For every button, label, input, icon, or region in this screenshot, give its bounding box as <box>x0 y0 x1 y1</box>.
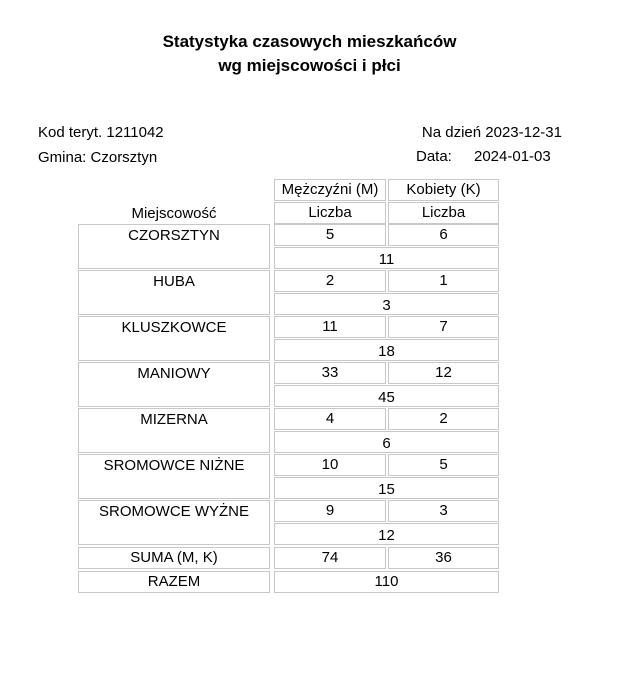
locality-women-count: 1 <box>388 270 499 292</box>
total-label: RAZEM <box>78 571 270 593</box>
locality-men-count: 4 <box>274 408 386 430</box>
sum-women: 36 <box>388 547 499 569</box>
locality-total: 18 <box>274 339 499 361</box>
locality-name: MIZERNA <box>78 408 270 453</box>
locality-name: SROMOWCE NIŻNE <box>78 454 270 499</box>
locality-men-count: 9 <box>274 500 386 522</box>
header-count-men: Liczba <box>274 202 386 224</box>
locality-total: 45 <box>274 385 499 407</box>
locality-women-count: 3 <box>388 500 499 522</box>
locality-name: CZORSZTYN <box>78 224 270 269</box>
sum-label: SUMA (M, K) <box>78 547 270 569</box>
locality-women-count: 12 <box>388 362 499 384</box>
report-title-line1: Statystyka czasowych mieszkańców <box>162 32 457 51</box>
locality-total: 6 <box>274 431 499 453</box>
locality-men-count: 11 <box>274 316 386 338</box>
gmina-name: Gmina: Czorsztyn <box>38 149 158 166</box>
locality-name: HUBA <box>78 270 270 315</box>
locality-name: MANIOWY <box>78 362 270 407</box>
locality-men-count: 5 <box>274 224 386 246</box>
as-of-date: Na dzień 2023-12-31 <box>421 124 562 141</box>
locality-men-count: 10 <box>274 454 386 476</box>
header-place: Miejscowość <box>131 205 217 222</box>
locality-men-count: 33 <box>274 362 386 384</box>
locality-name: KLUSZKOWCE <box>78 316 270 361</box>
territorial-code: Kod teryt. 1211042 <box>38 124 164 141</box>
locality-total: 11 <box>274 247 499 269</box>
locality-name: SROMOWCE WYŻNE <box>78 500 270 545</box>
report-title <box>0 30 619 78</box>
locality-total: 15 <box>274 477 499 499</box>
header-count-women: Liczba <box>388 202 499 224</box>
report-title-line2: wg miejscowości i płci <box>218 56 401 75</box>
locality-total: 3 <box>274 293 499 315</box>
locality-men-count: 2 <box>274 270 386 292</box>
report-date-value: 2024-01-03 <box>474 148 551 165</box>
locality-women-count: 5 <box>388 454 499 476</box>
report-date-label: Data: <box>416 148 452 165</box>
sum-men: 74 <box>274 547 386 569</box>
locality-women-count: 2 <box>388 408 499 430</box>
locality-women-count: 6 <box>388 224 499 246</box>
header-women: Kobiety (K) <box>388 179 499 201</box>
total-value: 110 <box>274 571 499 593</box>
header-men: Mężczyźni (M) <box>274 179 386 201</box>
locality-women-count: 7 <box>388 316 499 338</box>
locality-total: 12 <box>274 523 499 545</box>
